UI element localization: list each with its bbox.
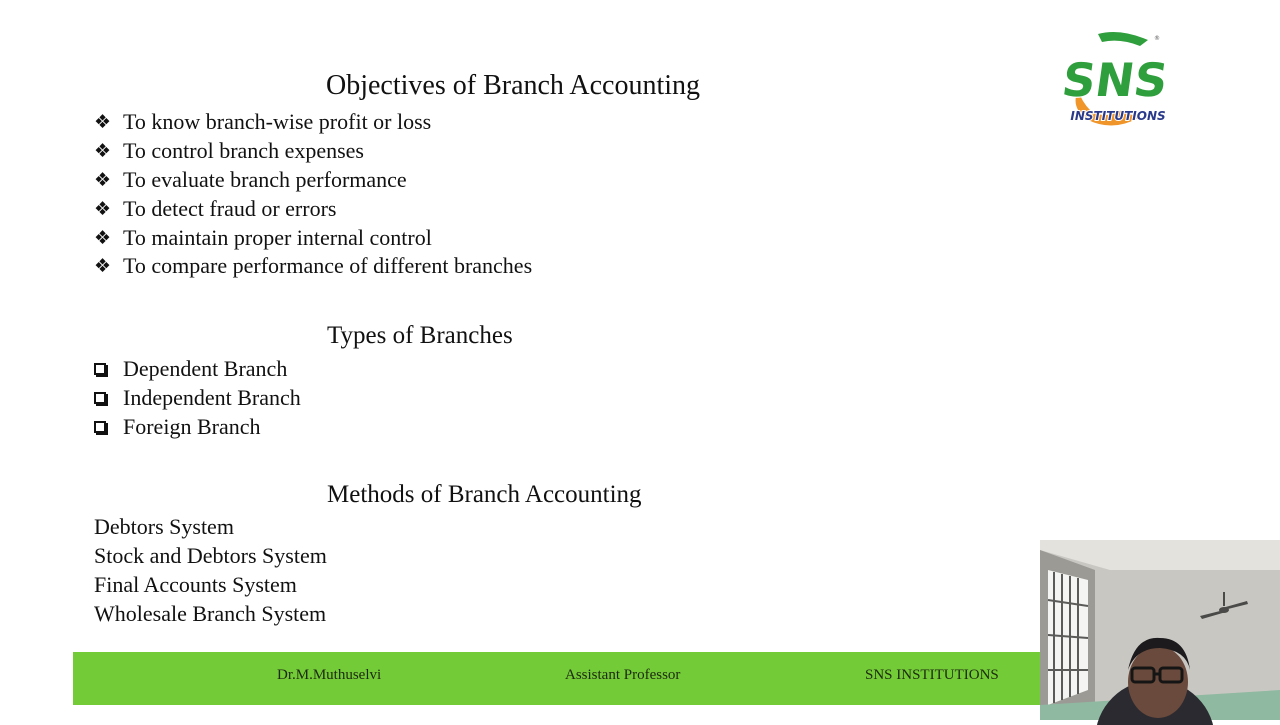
- list-item: [94, 413, 301, 442]
- list-item: [94, 599, 327, 628]
- list-item: [94, 355, 301, 384]
- diamond-bullet-icon: ❖: [94, 168, 112, 191]
- box-bullet-icon: [94, 392, 123, 404]
- type-text: Foreign Branch: [123, 413, 261, 439]
- objective-text: To know branch-wise profit or loss: [123, 109, 432, 135]
- footer-institution: SNS INSTITUTIONS: [865, 667, 999, 683]
- method-text: Debtors System: [94, 514, 234, 540]
- objective-text: To compare performance of different branches: [123, 253, 533, 279]
- diamond-bullet-icon: ❖: [94, 226, 112, 249]
- diamond-bullet-icon: ❖: [94, 197, 112, 220]
- list-item: [94, 252, 532, 281]
- objectives-list: [94, 108, 532, 281]
- method-text: Final Accounts System: [94, 571, 297, 597]
- diamond-bullet-icon: ❖: [94, 140, 112, 163]
- objective-text: To maintain proper internal control: [123, 224, 432, 250]
- logo-text: SNS: [1058, 53, 1172, 107]
- objective-text: To evaluate branch performance: [123, 166, 407, 192]
- methods-list: [94, 513, 327, 628]
- list-item: [94, 137, 532, 166]
- types-list: [94, 355, 301, 441]
- logo-subtext: INSTITUTIONS: [1070, 109, 1166, 123]
- method-text: Stock and Debtors System: [94, 543, 327, 569]
- objective-text: To detect fraud or errors: [123, 195, 337, 221]
- method-text: Wholesale Branch System: [94, 600, 327, 626]
- diamond-bullet-icon: ❖: [94, 255, 112, 278]
- list-item: [94, 166, 532, 195]
- footer-presenter-name: Dr.M.Muthuselvi: [277, 667, 382, 683]
- list-item: [94, 542, 327, 571]
- list-item: [94, 223, 532, 252]
- sns-logo: [1058, 30, 1172, 130]
- objectives-title: Objectives of Branch Accounting: [326, 70, 701, 101]
- footer-bar: [73, 652, 1040, 705]
- list-item: [94, 571, 327, 600]
- list-item: [94, 384, 301, 413]
- diamond-bullet-icon: ❖: [94, 111, 112, 134]
- list-item: [94, 108, 532, 137]
- types-title: Types of Branches: [327, 322, 513, 349]
- objective-text: To control branch expenses: [123, 138, 364, 164]
- svg-text:®: ®: [1154, 35, 1160, 42]
- list-item: [94, 194, 532, 223]
- box-bullet-icon: [94, 421, 123, 433]
- type-text: Independent Branch: [123, 385, 301, 411]
- type-text: Dependent Branch: [123, 356, 288, 382]
- webcam-video: [1040, 540, 1280, 720]
- list-item: [94, 513, 327, 542]
- footer-role: Assistant Professor: [565, 667, 681, 683]
- box-bullet-icon: [94, 363, 123, 375]
- methods-title: Methods of Branch Accounting: [327, 481, 642, 508]
